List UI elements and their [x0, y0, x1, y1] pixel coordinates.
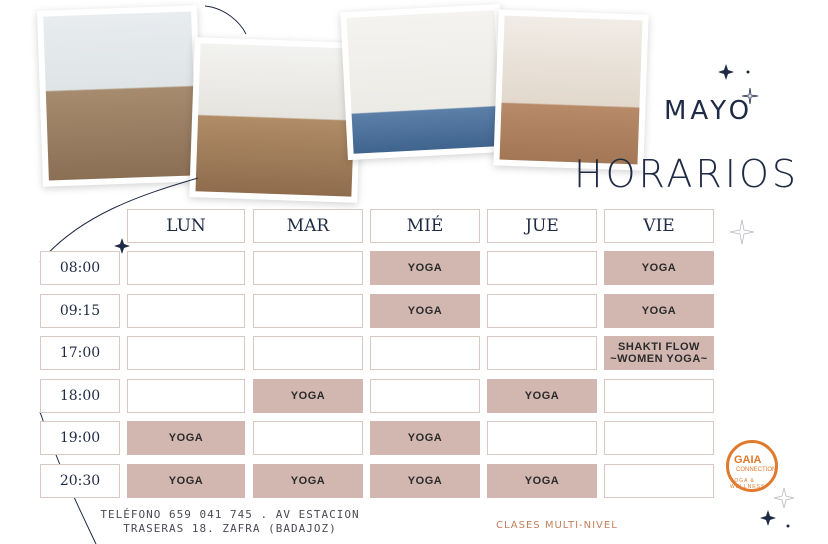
time-slot: 19:00 — [40, 421, 120, 455]
time-slot: 17:00 — [40, 336, 120, 370]
class-slot-mar: YOGA — [253, 379, 363, 413]
day-header-mie: MIÉ — [370, 209, 480, 243]
class-slot-mie: YOGA — [370, 251, 480, 285]
gaia-logo — [724, 438, 784, 494]
day-header-vie: VIE — [604, 209, 714, 243]
time-slot: 08:00 — [40, 251, 120, 285]
contact-line-2: TRASERAS 18. ZAFRA (BADAJOZ) — [123, 522, 337, 535]
class-slot-vie — [604, 379, 714, 413]
class-slot-mar — [253, 251, 363, 285]
class-slot-lun: YOGA — [127, 421, 245, 455]
class-slot-mar: YOGA — [253, 464, 363, 498]
month-title: MAYO — [664, 96, 754, 126]
sparkle-icon-4 — [730, 220, 754, 244]
class-slot-vie: YOGA — [604, 294, 714, 328]
class-slot-jue — [487, 421, 597, 455]
class-slot-jue — [487, 294, 597, 328]
class-slot-mie — [370, 336, 480, 370]
time-slot: 18:00 — [40, 379, 120, 413]
class-slot-mar — [253, 336, 363, 370]
class-slot-jue — [487, 336, 597, 370]
time-slot: 09:15 — [40, 294, 120, 328]
day-header-jue: JUE — [487, 209, 597, 243]
class-slot-mar — [253, 421, 363, 455]
class-slot-mie: YOGA — [370, 421, 480, 455]
sparkle-icon-6 — [760, 510, 776, 526]
class-slot-mie: YOGA — [370, 464, 480, 498]
class-slot-jue: YOGA — [487, 379, 597, 413]
logo-tagline: YOGA & WELLNESS — [730, 478, 766, 490]
sparkle-icon-2 — [718, 64, 734, 80]
contact-line-1: TELÉFONO 659 041 745 . AV ESTACION — [100, 508, 360, 521]
logo-name: GAIA — [734, 454, 762, 466]
class-slot-lun — [127, 379, 245, 413]
class-slot-jue — [487, 251, 597, 285]
class-slot-vie: SHAKTI FLOW ~WOMEN YOGA~ — [604, 336, 714, 370]
class-slot-lun: YOGA — [127, 464, 245, 498]
class-slot-vie: YOGA — [604, 251, 714, 285]
day-header-mar: MAR — [253, 209, 363, 243]
class-slot-vie — [604, 421, 714, 455]
page-title: HORARIOS — [574, 152, 799, 196]
class-slot-lun — [127, 336, 245, 370]
class-levels-note: CLASES MULTI-NIVEL — [496, 520, 618, 531]
logo-sub: CONNECTION — [736, 467, 777, 473]
class-slot-lun — [127, 294, 245, 328]
class-slot-vie — [604, 464, 714, 498]
class-slot-lun — [127, 251, 245, 285]
class-slot-mar — [253, 294, 363, 328]
day-header-lun: LUN — [127, 209, 245, 243]
class-slot-mie: YOGA — [370, 294, 480, 328]
contact-info — [90, 508, 370, 536]
class-slot-jue: YOGA — [487, 464, 597, 498]
time-slot: 20:30 — [40, 464, 120, 498]
class-slot-mie — [370, 379, 480, 413]
